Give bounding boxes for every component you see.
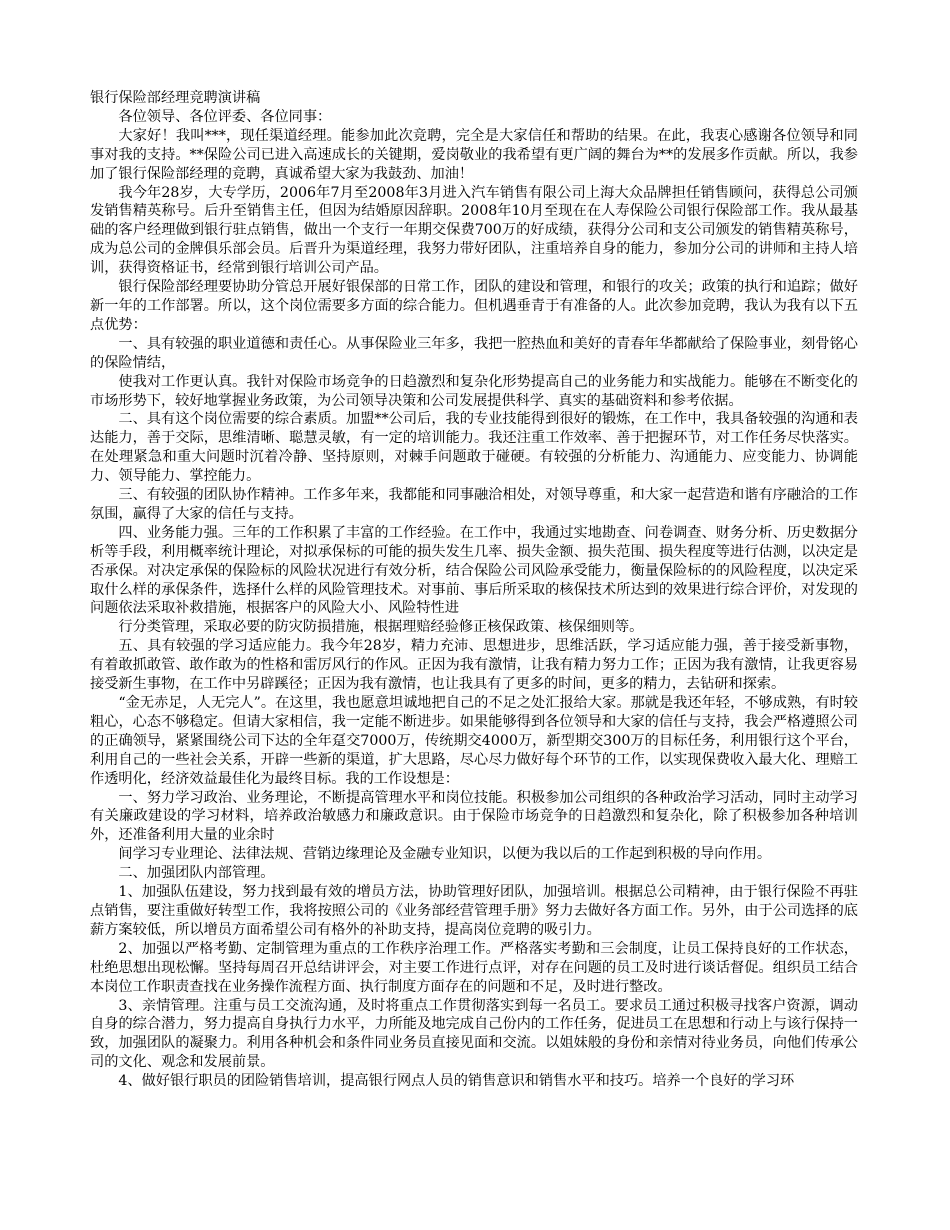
document-title: 银行保险部经理竞聘演讲稿 (90, 90, 261, 106)
paragraph-advantage-4: 四、业务能力强。三年的工作积累了丰富的工作经验。在工作中，我通过实地勘查、问卷调查、财务分析、历史数据分析等手段，利用概率统计理论，对拟承保标的可能的损失发生几率、损失金额、损失范围、损失程度等进行估测，以决定是否承保。对决定承保的保险标的风险状况进行有效分析，结合保险公司风险承受能力，衡量保险标的的风险程度，以决定采取什么样的承保条件，选择什么样的风险管理技术。对事前、事后所采取的核保技术所达到的效果进行综合评价，对发现的问题依法采取补救措施，根据客户的风险大小、风险特性进 (90, 524, 858, 617)
paragraph-advantage-2: 二、具有这个岗位需要的综合素质。加盟**公司后，我的专业技能得到很好的锻炼，在工作中，我具备较强的沟通和表达能力，善于交际，思维清晰、聪慧灵敏，有一定的培训能力。我还注重工作效率、善于把握环节，对工作任务尽快落实。在处理紧急和重大问题时沉着冷静、坚持原则，对棘手问题敢于碰硬。有较强的分析能力、沟通能力、应变能力、协调能力、领导能力、掌控能力。 (90, 411, 858, 485)
paragraph-plan-1: 一、努力学习政治、业务理论，不断提高管理水平和岗位技能。积极参加公司组织的各种政治学习活动，同时主动学习有关廉政建设的学习材料，培养政治敏感力和廉政意识。由于保险市场竞争的日趋激烈和复杂化，除了积极参加各种培训外，还准备利用大量的业余时 (90, 789, 858, 844)
paragraph-greeting: 大家好！我叫***，现任渠道经理。能参加此次竞聘，完全是大家信任和帮助的结果。在此，我衷心感谢各位领导和同事对我的支持。**保险公司已进入高速成长的关键期，爱岗敬业的我希望有更广阔的舞台为**的发展多作贡献。所以，我参加了银行保险部经理的竞聘，真诚希望大家为我鼓劲、加油！ (90, 127, 858, 182)
paragraph-plan-2-heading: 二、加强团队内部管理。 (118, 865, 275, 882)
paragraph-advantage-1: 一、具有较强的职业道德和责任心。从事保险业三年多，我把一腔热血和美好的青春年华都献给了保险事业，刻骨铭心的保险情结， (90, 335, 858, 371)
paragraph-salutation: 各位领导、各位评委、各位同事： (118, 108, 332, 125)
paragraph-position-requirements: 银行保险部经理要协助分管总开展好银保部的日常工作，团队的建设和管理，和银行的攻关；政策的执行和追踪；做好新一年的工作部署。所以，这个岗位需要多方面的综合能力。但机遇垂青于有准备的人。此次参加竞聘，我认为我有以下五点优势： (90, 279, 858, 333)
paragraph-plan-2-item-2: 2、加强以严格考勤、定制管理为重点的工作秩序治理工作。严格落实考勤和三会制度，让员工保持良好的工作状态，杜绝思想出现松懈。坚持每周召开总结讲评会，对主要工作进行点评，对存在问题的员工及时进行谈话督促。组织员工结合本岗位工作职责查找在业务操作流程方面、执行制度方面存在的问题和不足，及时进行整改。 (90, 940, 858, 995)
paragraph-advantage-3: 三、有较强的团队协作精神。工作多年来，我都能和同事融洽相处，对领导尊重，和大家一起营造和谐有序融洽的工作氛围，赢得了大家的信任与支持。 (90, 487, 858, 522)
paragraph-plan-2-item-4: 4、做好银行职员的团险销售培训，提高银行网点人员的销售意识和销售水平和技巧。培养一个良好的学习环 (118, 1073, 795, 1090)
paragraph-plan-1-continued: 间学习专业理论、法律法规、营销边缘理论及金融专业知识，以便为我以后的工作起到积极的导向作用。 (118, 846, 772, 863)
paragraph-advantage-1-continued: 使我对工作更认真。我针对保险市场竞争的日趋激烈和复杂化形势提高自己的业务能力和实战能力。能够在不断变化的市场形势下，较好地掌握业务政策，为公司领导决策和公司发展提供科学、真实的基础资料和参考依据。 (90, 373, 858, 409)
document-body (90, 89, 858, 1091)
paragraph-advantage-4-continued: 行分类管理，采取必要的防灾防损措施，根据理赔经验修正核保政策、核保细则等。 (118, 619, 644, 636)
paragraph-plan-2-item-3: 3、亲情管理。注重与员工交流沟通，及时将重点工作贯彻落实到每一名员工。要求员工通过积极寻找客户资源，调动自身的综合潜力，努力提高自身执行力水平，力所能及地完成自己份内的工作任务，促进员工在思想和行动上与该行保持一致，加强团队的凝聚力。利用各种机会和条件同业务员直接见面和交流。以姐妹般的身份和亲情对待业务员，向他们传承公司的文化、观念和发展前景。 (90, 997, 858, 1071)
paragraph-background: 我今年28岁，大专学历，2006年7月至2008年3月进入汽车销售有限公司上海大众品牌担任销售顾问，获得总公司颁发销售精英称号。后升至销售主任，但因为结婚原因辞职。2008年10月至现在在人寿保险公司银行保险部工作。我从最基础的客户经理做到银行驻点销售，做出一个支行一年期交保费700万的好成绩，获得分公司和支公司颁发的销售精英称号，成为总公司的金牌俱乐部会员。后晋升为渠道经理，我努力带好团队，注重培养自身的能力，参加分公司的讲师和主持人培训，获得资格证书，经常到银行培训公司产品。 (90, 184, 858, 277)
paragraph-advantage-5: 五、具有较强的学习适应能力。我今年28岁，精力充沛、思想进步，思维活跃，学习适应能力强，善于接受新事物，有着敢抓敢管、敢作敢为的性格和雷厉风行的作风。正因为我有激情，让我有精力努力工作；正因为我有激情，让我更容易接受新生事物，在工作中另辟蹊径；正因为我有激情，也让我具有了更多的时间，更多的精力，去钻研和探索。 (90, 638, 858, 693)
paragraph-shortcomings-and-goals: “金无赤足，人无完人”。在这里，我也愿意坦诚地把自己的不足之处汇报给大家。那就是我还年轻，不够成熟，有时较粗心，心态不够稳定。但请大家相信，我一定能不断进步。如果能够得到各位领导和大家的信任与支持，我会严格遵照公司的正确领导，紧紧围绕公司下达的全年趸交7000万，传统期交4000万，新型期交300万的目标任务，利用银行这个平台，利用自己的一些社会关系，开辟一些新的渠道，扩大思路，尽心尽力做好每个环节的工作，以实现保费收入最大化、理赔工作透明化，经济效益最佳化为最终目标。我的工作设想是： (90, 695, 858, 787)
paragraph-plan-2-item-1: 1、加强队伍建设，努力找到最有效的增员方法，协助管理好团队，加强培训。根据总公司精神，由于银行保险不再驻点销售，要注重做好转型工作，我将按照公司的《业务部经营管理手册》努力去做好各方面工作。另外，由于公司选择的底薪方案较低，所以增员方面希望公司有格外的补助支持，提高岗位竞聘的吸引力。 (90, 884, 858, 938)
